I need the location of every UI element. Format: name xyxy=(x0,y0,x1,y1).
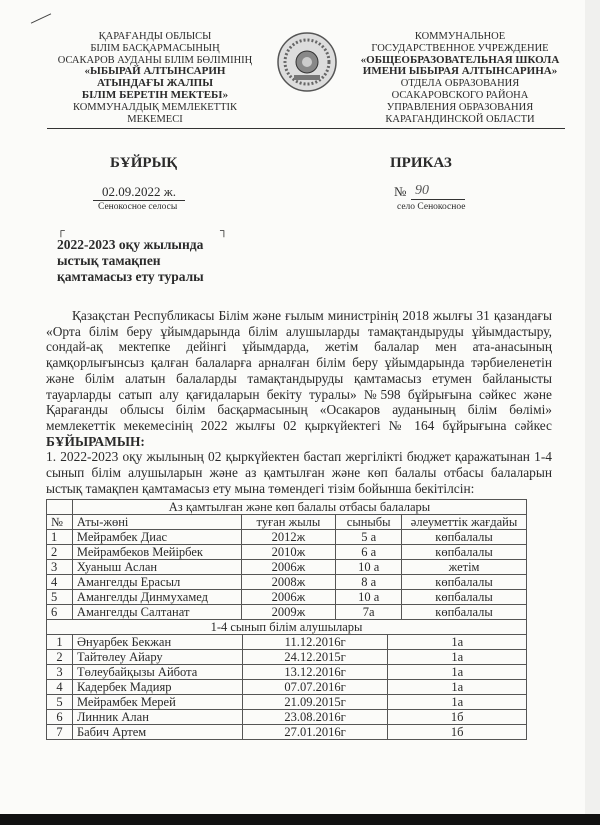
order-content xyxy=(46,308,552,740)
table-cell: 1а xyxy=(388,680,527,695)
table-cell: 1а xyxy=(388,635,527,650)
table-cell: Амангелды Салтанат xyxy=(72,605,241,620)
table-row xyxy=(47,560,527,575)
table-cell: көпбалалы xyxy=(402,575,527,590)
table-cell: Мейрамбек Диас xyxy=(72,530,241,545)
table-cell: 6 xyxy=(47,605,73,620)
table-cell: 24.12.2015г xyxy=(242,650,388,665)
header-right-ru xyxy=(345,31,575,125)
table-row xyxy=(47,695,527,710)
bracket-mark: ┐ xyxy=(220,225,228,237)
table-header-row xyxy=(47,515,527,530)
header-right-line: ОСАКАРОВСКОГО РАЙОНА xyxy=(391,89,529,101)
table-cell: 8 а xyxy=(336,575,402,590)
order-title-kz: БҰЙРЫҚ xyxy=(110,155,178,171)
column-header: әлеуметтік жағдайы xyxy=(402,515,527,530)
header-left-line: ҚАРАҒАНДЫ ОБЛЫСЫ xyxy=(98,31,212,42)
table-cell: 4 xyxy=(47,575,73,590)
table-cell: 1а xyxy=(388,665,527,680)
table-cell: көпбалалы xyxy=(402,545,527,560)
emblem-icon xyxy=(277,31,337,93)
table-row xyxy=(47,680,527,695)
table-row xyxy=(47,710,527,725)
place-kz: Сенокосное селосы xyxy=(98,202,178,212)
order-date: 02.09.2022 ж. xyxy=(93,184,185,201)
table-cell: көпбалалы xyxy=(402,530,527,545)
table-cell: 5 а xyxy=(336,530,402,545)
table-cell: 2012ж xyxy=(241,530,336,545)
table-cell: 2006ж xyxy=(241,560,336,575)
table-row xyxy=(47,635,527,650)
item-1: 1. 2022-2023 оқу жылының 02 қыркүйектен бастап жергілікті бюджет қаражатынан 1-4 сынып білім алушыларын және аз қамтылған және көп балалы отбасы балаларын ыстық тамақпен қамтамасыз ету мына төмендегі тізім бойынша бекітілсін: xyxy=(46,449,552,496)
table-cell: 2009ж xyxy=(241,605,336,620)
scan-edge xyxy=(585,0,600,825)
table-cell: 1а xyxy=(388,695,527,710)
header-right-line: КАРАГАНДИНСКОЙ ОБЛАСТИ xyxy=(385,113,535,125)
table-title: Аз қамтылған және көп балалы отбасы балалары xyxy=(72,500,526,515)
table-cell: Амангелды Динмухамед xyxy=(72,590,241,605)
table-cell: Тайтөлеу Айару xyxy=(72,650,242,665)
table-cell: 11.12.2016г xyxy=(242,635,388,650)
header-left-line: ОСАКАРОВ АУДАНЫ БІЛІМ БӨЛІМІНІҢ xyxy=(57,54,253,66)
column-header: Аты-жөні xyxy=(72,515,241,530)
subject-line: 2022-2023 оқу жылында xyxy=(57,237,204,252)
table-cell: 1 xyxy=(47,530,73,545)
table-cell: Бабич Артем xyxy=(72,725,242,740)
table-cell: көпбалалы xyxy=(402,605,527,620)
table-cell: 2 xyxy=(47,545,73,560)
table-cell: көпбалалы xyxy=(402,590,527,605)
table-cell: 5 xyxy=(47,590,73,605)
table-row xyxy=(47,590,527,605)
pen-mark xyxy=(31,13,51,23)
table-cell: 10 а xyxy=(336,560,402,575)
table-cell: 5 xyxy=(47,695,73,710)
table-cell: 3 xyxy=(47,560,73,575)
order-subject xyxy=(57,237,204,285)
table-cell: 10 а xyxy=(336,590,402,605)
table-cell: 1а xyxy=(388,650,527,665)
table-cell: 1 xyxy=(47,635,73,650)
header-left-kz xyxy=(40,31,270,125)
subject-line: қамтамасыз ету туралы xyxy=(57,269,204,284)
preamble: Қазақстан Республикасы Білім және ғылым министрінің 2018 жылғы 31 қазандағы «Орта білім беру ұйымдарында білім алушыларды тамақтандыруды ұйымдастыру, сондай-ақ мектепке дейінгі ұйымдарда, жетім балалар мен ата-анасының қамқорлығынсыз қалған балаларға арналған білім беру ұйымдарында тәрбиеленетін және білім алатын балаларды тамақтандыруды қамтамасыз етумен байланысты тауарларды сатып алу қағидаларын бекіту туралы» №598 бұйрығына сәйкес және Қарағанды облысы білім басқармасының «Осакаров ауданының білім бөлімі» мемлекеттік мекемесінің 2022 жылғы 02 қыркүйектегі № 164 бұйрығына сәйкес xyxy=(46,308,552,433)
table-cell: 3 xyxy=(47,665,73,680)
header-left-line: МЕКЕМЕСІ xyxy=(127,113,183,125)
column-header: туған жылы xyxy=(241,515,336,530)
table-row xyxy=(47,545,527,560)
order-title-ru: ПРИКАЗ xyxy=(390,155,452,171)
table-row xyxy=(47,725,527,740)
table-cell: 7 xyxy=(47,725,73,740)
header-right-line: ИМЕНИ ЫБЫРАЯ АЛТЫНСАРИНА» xyxy=(362,65,558,78)
header-right-line: КОММУНАЛЬНОЕ xyxy=(414,31,506,42)
table-cell: 2006ж xyxy=(241,590,336,605)
table-row xyxy=(47,605,527,620)
table-title: 1-4 сынып білім алушылары xyxy=(47,620,527,635)
table-cell: 23.08.2016г xyxy=(242,710,388,725)
column-header: сыныбы xyxy=(336,515,402,530)
table-title-row xyxy=(47,500,527,515)
table-cell: Линник Алан xyxy=(72,710,242,725)
table-cell: 27.01.2016г xyxy=(242,725,388,740)
table-cell: Хуаныш Аслан xyxy=(72,560,241,575)
table-cell: 07.07.2016г xyxy=(242,680,388,695)
bracket-mark: ┌ xyxy=(57,225,65,237)
header-right-line: ОТДЕЛА ОБРАЗОВАНИЯ xyxy=(400,78,520,90)
table-cell: Мейрамбек Мерей xyxy=(72,695,242,710)
header-right-line: ГОСУДАРСТВЕННОЕ УЧРЕЖДЕНИЕ xyxy=(371,42,549,54)
header-left-line: БІЛІМ БАСҚАРМАСЫНЫҢ xyxy=(90,42,220,54)
scan-edge xyxy=(0,814,600,825)
table-grades-1-4 xyxy=(46,619,527,740)
place-ru: село Сенокосное xyxy=(397,202,466,212)
table-cell: 4 xyxy=(47,680,73,695)
header-left-line: КОММУНАЛДЫҚ МЕМЛЕКЕТТІК xyxy=(72,101,238,113)
table-cell: 2010ж xyxy=(241,545,336,560)
table-cell: 2 xyxy=(47,650,73,665)
table-row xyxy=(47,665,527,680)
column-header: № xyxy=(47,515,73,530)
table-cell: 13.12.2016г xyxy=(242,665,388,680)
table-cell: Амангелды Ерасыл xyxy=(72,575,241,590)
table-row xyxy=(47,575,527,590)
table-low-income xyxy=(46,499,527,620)
table-cell: Мейрамбеков Мейірбек xyxy=(72,545,241,560)
table-cell: 1б xyxy=(388,725,527,740)
table-cell: 7а xyxy=(336,605,402,620)
table-cell: 2008ж xyxy=(241,575,336,590)
header-divider xyxy=(47,128,565,129)
cell xyxy=(47,500,73,515)
table-cell: 6 а xyxy=(336,545,402,560)
table-row xyxy=(47,530,527,545)
header-right-line: «ОБЩЕОБРАЗОВАТЕЛЬНАЯ ШКОЛА xyxy=(360,53,560,66)
table-cell: Кадербек Мадияр xyxy=(72,680,242,695)
command-word: БҰЙЫРАМЫН: xyxy=(46,433,145,449)
number-label: № xyxy=(394,184,407,199)
table-cell: Әнуарбек Бекжан xyxy=(72,635,242,650)
table-cell: жетім xyxy=(402,560,527,575)
header-left-line: БІЛІМ БЕРЕТІН МЕКТЕБІ» xyxy=(81,88,229,101)
header-left-line: «ЫБЫРАЙ АЛТЫНСАРИН xyxy=(84,65,226,78)
subject-line: ыстық тамақпен xyxy=(57,253,161,268)
header-left-line: АТЫНДАҒЫ ЖАЛПЫ xyxy=(96,77,214,90)
table-row xyxy=(47,650,527,665)
table-cell: 6 xyxy=(47,710,73,725)
table-title-row xyxy=(47,620,527,635)
table-cell: 21.09.2015г xyxy=(242,695,388,710)
order-number: 90 xyxy=(411,183,465,200)
header-right-line: УПРАВЛЕНИЯ ОБРАЗОВАНИЯ xyxy=(386,101,534,113)
order-body xyxy=(46,308,552,496)
table-cell: Төлеубайқызы Айбота xyxy=(72,665,242,680)
table-cell: 1б xyxy=(388,710,527,725)
